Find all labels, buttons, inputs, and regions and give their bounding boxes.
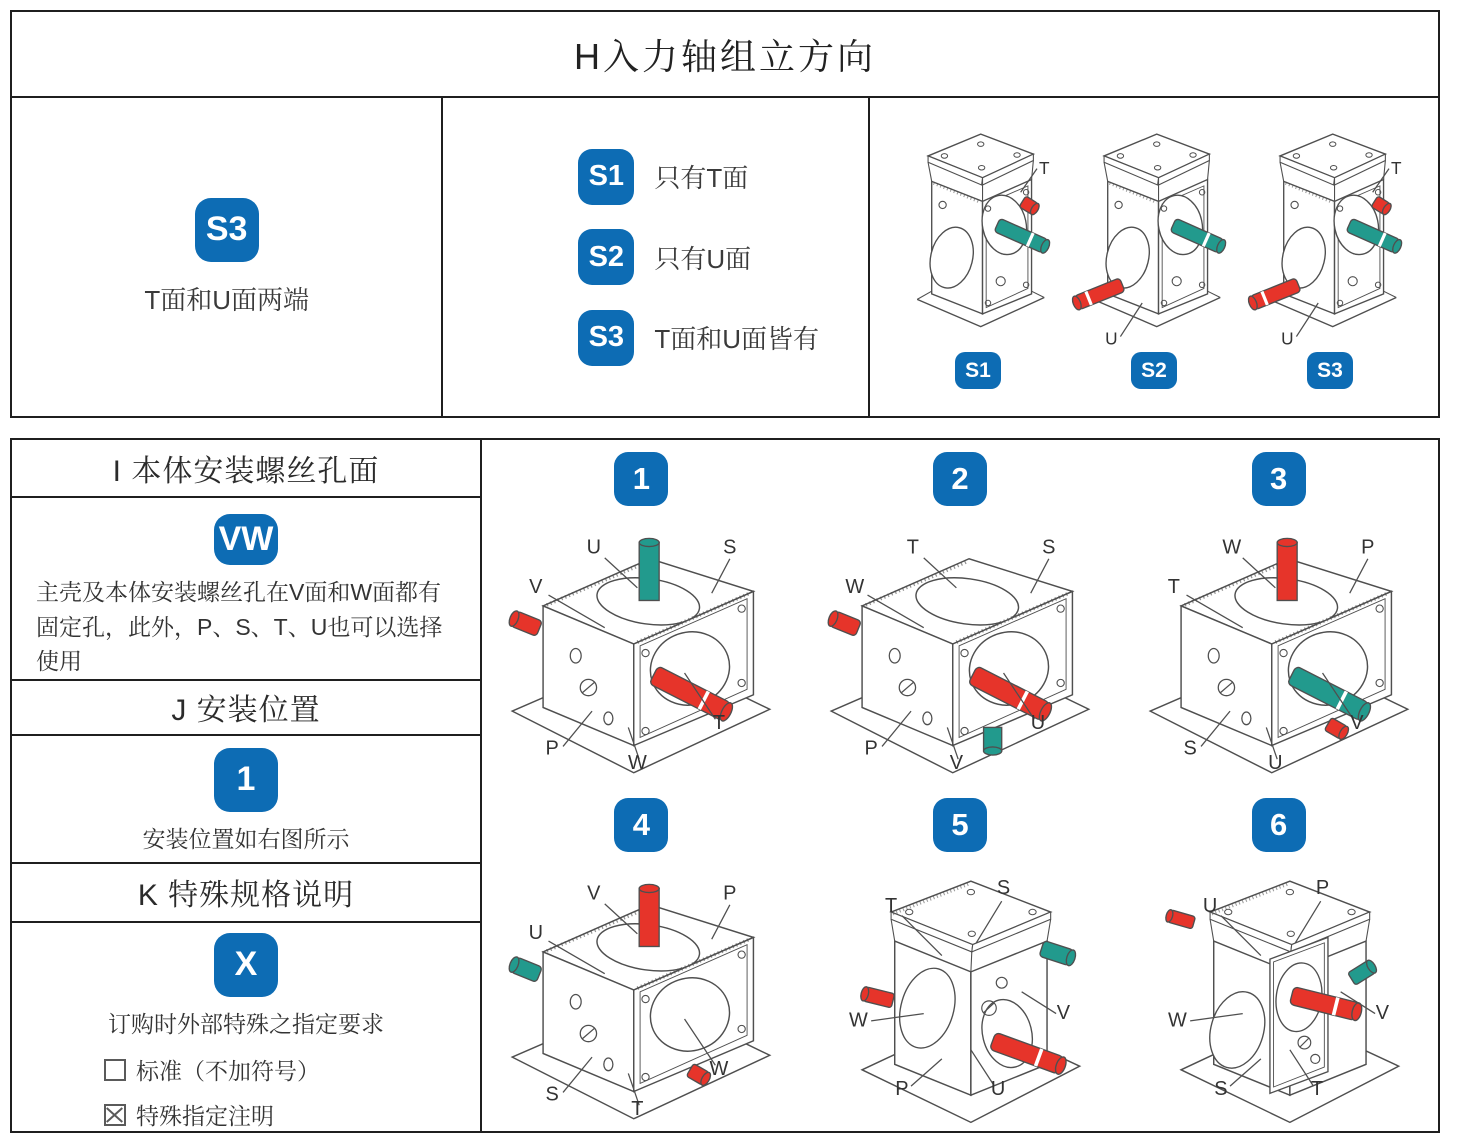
badge-s3: S3 [195, 198, 259, 262]
svg-text:S: S [545, 1083, 560, 1106]
table-input-shaft-direction [10, 10, 1440, 418]
figure-s1 [890, 108, 1066, 389]
badge-s2: S2 [578, 229, 634, 285]
figure-6-badge: 6 [1252, 798, 1306, 852]
figure-s3-badge: S3 [1307, 352, 1353, 389]
svg-text:P: P [1360, 536, 1375, 559]
badge-1: 1 [214, 748, 278, 812]
svg-text:T: T [1310, 1077, 1323, 1100]
svg-text:P: P [545, 737, 560, 760]
figure-s1-badge: S1 [955, 352, 1001, 389]
svg-text:W: W [628, 752, 648, 775]
cell-options [443, 98, 870, 416]
figure-6 [1119, 786, 1438, 1132]
svg-text:W: W [1167, 1008, 1187, 1031]
svg-text:S: S [1183, 737, 1197, 760]
gearbox-drawing-5 [804, 854, 1116, 1126]
figure-5 [801, 786, 1120, 1132]
badge-s1: S1 [578, 149, 634, 205]
figure-2-badge: 2 [933, 452, 987, 506]
svg-text:W: W [845, 576, 865, 599]
gearbox-drawing-s1 [890, 116, 1066, 352]
table1-title: H入力轴组立方向 [12, 12, 1438, 98]
gearbox-drawing-2 [804, 508, 1116, 780]
option-s1 [578, 149, 868, 205]
svg-text:V: V [1375, 1001, 1389, 1024]
svg-text:U: U [1105, 328, 1118, 349]
svg-text:W: W [1222, 536, 1241, 559]
figure-4 [482, 786, 801, 1132]
svg-text:V: V [1056, 1001, 1071, 1024]
badge-vw: VW [214, 514, 278, 566]
svg-text:T: T [884, 894, 898, 917]
svg-text:P: P [1315, 876, 1329, 899]
svg-text:U: U [528, 921, 544, 944]
svg-text:T: T [906, 536, 919, 559]
option-s2 [578, 229, 868, 285]
svg-text:U: U [1202, 894, 1217, 917]
section-j-cell [12, 736, 480, 864]
figure-1-badge: 1 [614, 452, 668, 506]
svg-text:V: V [529, 576, 543, 599]
gearbox-drawing-3 [1123, 508, 1435, 780]
k-option-special-label: 特殊指定注明 [136, 1103, 274, 1130]
gearbox-drawing-4 [485, 854, 797, 1126]
j-description: 安装位置如右图所示 [142, 825, 350, 852]
svg-text:V: V [587, 881, 601, 904]
svg-text:T: T [713, 712, 726, 735]
table1-body [12, 98, 1438, 416]
vw-description: 主壳及本体安装螺丝孔在V面和W面都有固定孔，此外，P、S、T、U也可以选择使用 [36, 579, 443, 675]
section-i-header: I 本体安装螺丝孔面 [12, 440, 480, 498]
svg-text:T: T [1390, 158, 1402, 179]
section-k-cell [12, 923, 480, 1132]
svg-text:U: U [1267, 752, 1283, 775]
option-s2-label: 只有U面 [654, 243, 752, 274]
svg-text:V: V [949, 752, 964, 775]
svg-text:U: U [1281, 328, 1294, 349]
k-option-special [12, 1098, 480, 1131]
option-s1-label: 只有T面 [654, 163, 749, 193]
cell-s3-summary [12, 98, 443, 416]
gearbox-drawing-6 [1123, 854, 1435, 1126]
k-description: 订购时外部特殊之指定要求 [108, 1010, 384, 1037]
figure-3-badge: 3 [1252, 452, 1306, 506]
table-mounting-info [10, 438, 1440, 1133]
gearbox-drawing-s3 [1242, 116, 1418, 352]
k-option-standard-label: 标准（不加符号） [136, 1058, 320, 1085]
svg-text:T: T [631, 1097, 644, 1120]
option-s3-label: T面和U面皆有 [654, 324, 820, 354]
figure-5-badge: 5 [933, 798, 987, 852]
figure-2 [801, 440, 1120, 786]
section-i-cell [12, 498, 480, 681]
svg-text:S: S [1042, 536, 1056, 559]
section-k-header: K 特殊规格说明 [12, 864, 480, 923]
gearbox-drawing-1 [485, 508, 797, 780]
figure-s2-badge: S2 [1131, 352, 1177, 389]
gearbox-drawing-s2 [1066, 116, 1242, 352]
svg-text:S: S [723, 536, 737, 559]
badge-x: X [214, 933, 278, 997]
checkbox-empty-icon [104, 1059, 126, 1081]
cell-figures-top [870, 98, 1438, 416]
svg-text:W: W [849, 1008, 868, 1031]
svg-text:T: T [1038, 158, 1050, 179]
svg-text:P: P [895, 1077, 909, 1100]
mounting-position-grid [482, 440, 1438, 1131]
svg-text:P: P [864, 737, 878, 760]
figure-s3 [1242, 108, 1418, 389]
svg-text:U: U [586, 536, 602, 559]
svg-text:P: P [723, 881, 737, 904]
svg-text:V: V [1349, 712, 1364, 735]
badge-s3-option: S3 [578, 310, 634, 366]
svg-text:S: S [1213, 1077, 1228, 1100]
checkbox-crossed-icon [104, 1104, 126, 1126]
section-j-header: J 安装位置 [12, 681, 480, 736]
svg-text:T: T [1167, 576, 1180, 599]
option-s3 [578, 310, 868, 366]
figure-s2 [1066, 108, 1242, 389]
svg-text:S: S [996, 876, 1011, 899]
svg-text:U: U [1030, 712, 1046, 735]
svg-text:W: W [709, 1057, 729, 1080]
k-option-standard [12, 1053, 480, 1086]
s3-caption: T面和U面两端 [144, 284, 309, 315]
figure-1 [482, 440, 801, 786]
figure-4-badge: 4 [614, 798, 668, 852]
svg-text:U: U [990, 1077, 1006, 1100]
table2-left-column [12, 440, 482, 1131]
figure-3 [1119, 440, 1438, 786]
